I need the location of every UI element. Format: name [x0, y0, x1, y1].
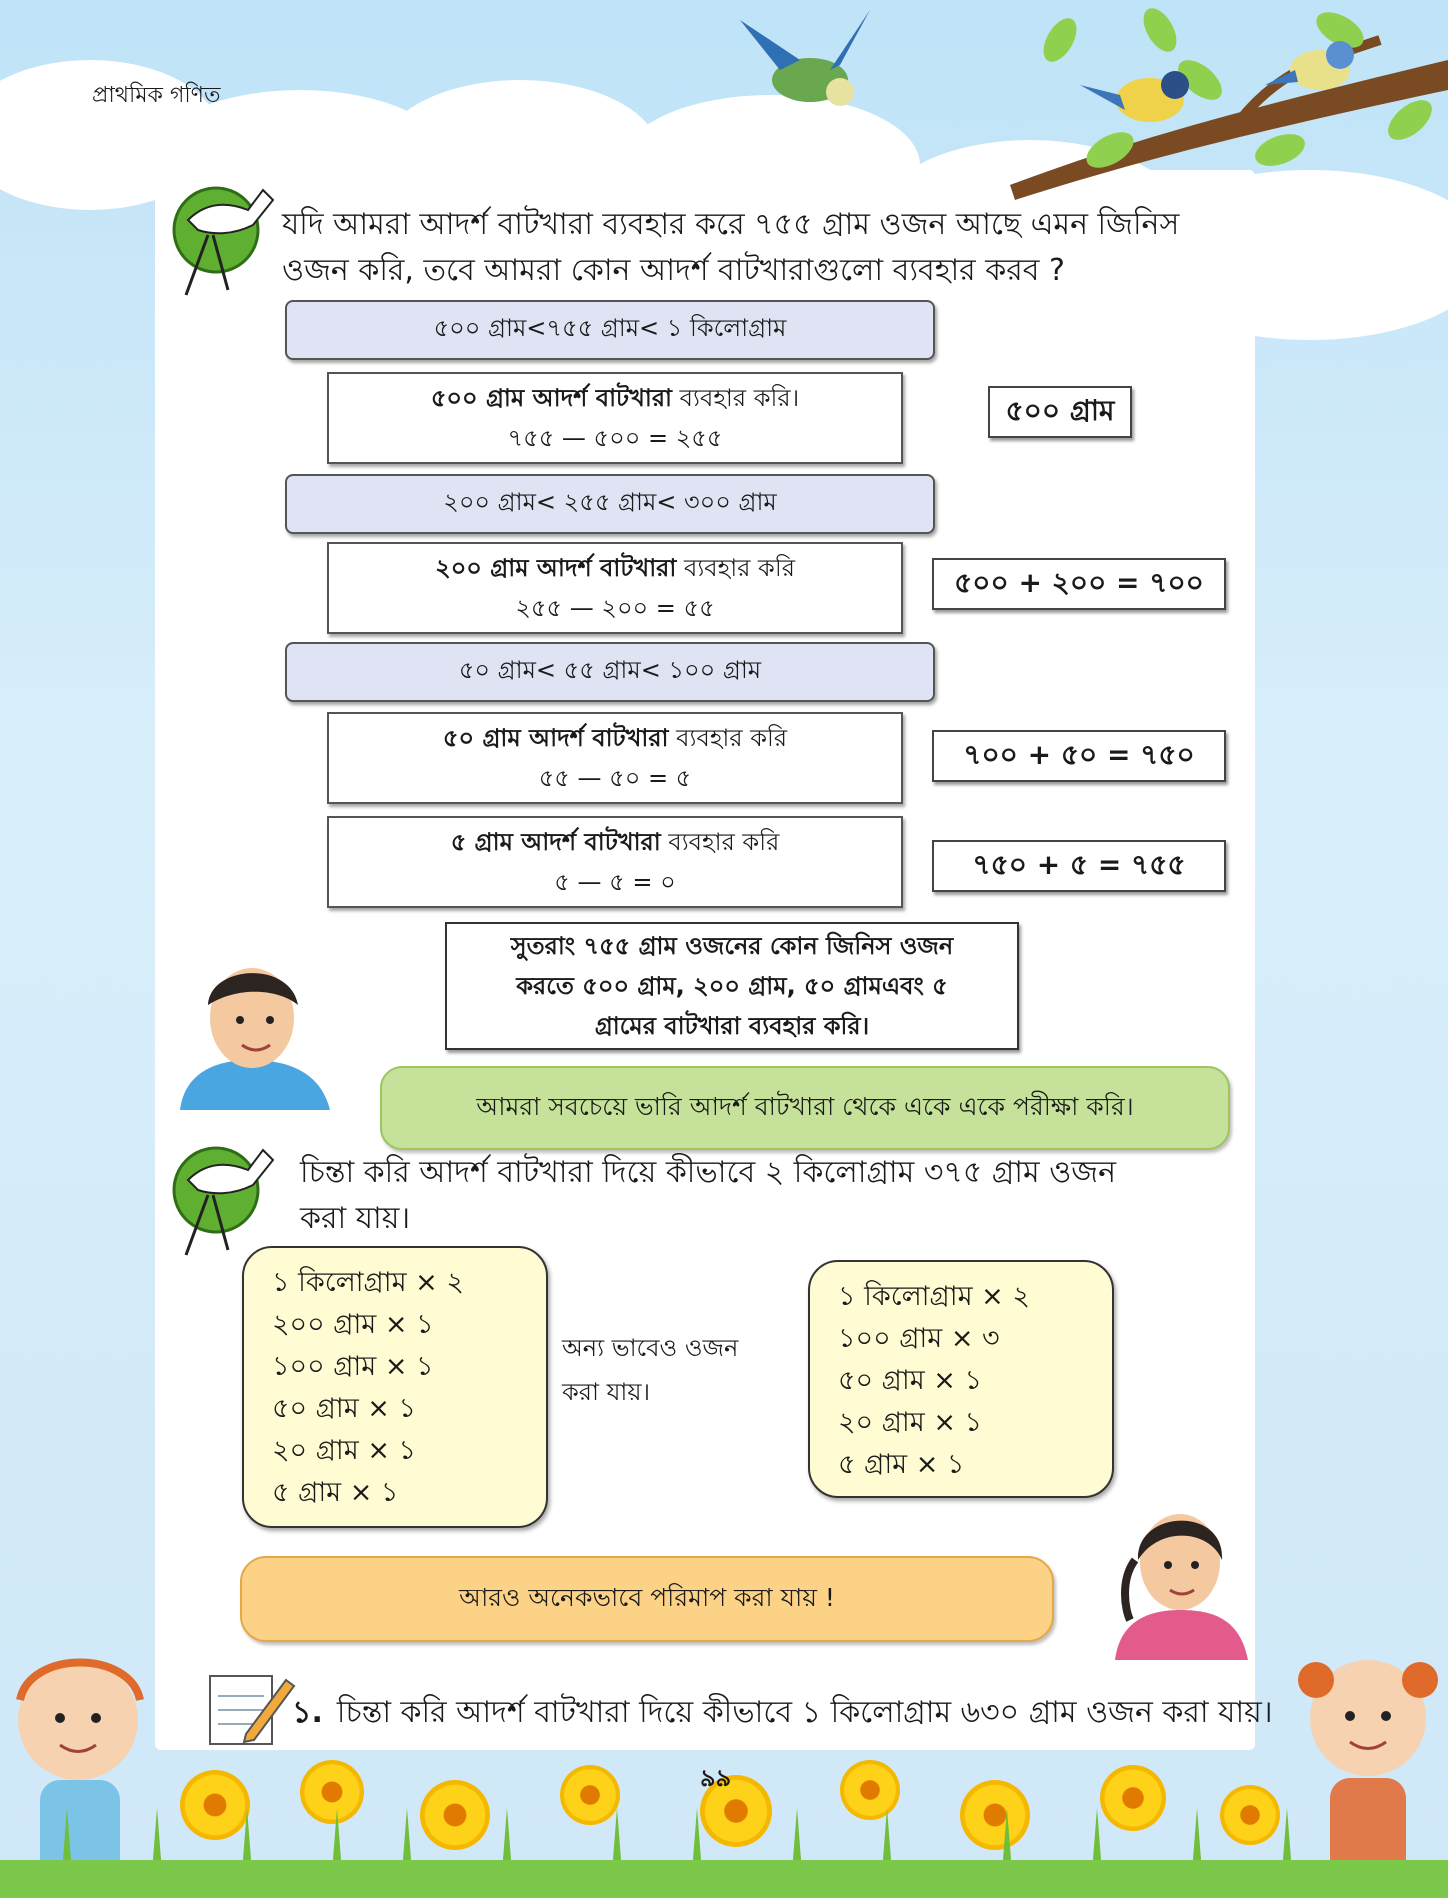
problem2-prompt — [300, 1150, 1260, 1242]
list-item: ১০০ গ্রাম × ৩ — [838, 1323, 1000, 1354]
step-3-rest: ব্যবহার করি — [668, 724, 788, 752]
page-header-title: প্রাথমিক গণিত — [92, 83, 221, 108]
step-1-rest: ব্যবহার করি। — [672, 384, 800, 412]
range-box-2: ২০০ গ্রাম< ২৫৫ গ্রাম< ৩০০ গ্রাম — [285, 474, 935, 534]
step-box-1 — [327, 372, 903, 464]
problem2-prompt-line1: চিন্তা করি আদর্শ বাটখারা দিয়ে কীভাবে ২ কিলোগ্রাম ৩৭৫ গ্রাম ওজন — [300, 1155, 1117, 1190]
boy-speech-bubble: আমরা সবচেয়ে ভারি আদর্শ বাটখারা থেকে একে একে পরীক্ষা করি। — [380, 1066, 1230, 1150]
result-box-2: ৫০০ + ২০০ = ৭০০ — [932, 558, 1226, 610]
list-item: ৫ গ্রাম × ১ — [272, 1477, 399, 1508]
step-4-instruction — [451, 822, 780, 862]
list-item: ৫০ গ্রাম × ১ — [838, 1365, 983, 1396]
step-2-instruction — [435, 548, 795, 588]
step-2-equation: ২৫৫ — ২০০ = ৫৫ — [515, 594, 715, 622]
problem1-prompt-line2: ওজন করি, তবে আমরা কোন আদর্শ বাটখারাগুলো ব্যবহার করব ? — [282, 253, 1065, 288]
boy-illustration — [170, 960, 340, 1110]
range-box-1: ৫০০ গ্রাম<৭৫৫ গ্রাম< ১ কিলোগ্রাম — [285, 300, 935, 360]
list-item: ২০ গ্রাম × ১ — [838, 1407, 983, 1438]
flower — [960, 1780, 1030, 1850]
exercise-text: চিন্তা করি আদর্শ বাটখারা দিয়ে কীভাবে ১ কিলোগ্রাম ৬৩০ গ্রাম ওজন করা যায়। — [336, 1695, 1273, 1730]
problem1-prompt-line1: যদি আমরা আদর্শ বাটখারা ব্যবহার করে ৭৫৫ গ্রাম ওজন আছে এমন জিনিস — [282, 207, 1180, 242]
alt-note-line2: করা যায়। — [562, 1378, 651, 1406]
alt-note-line1: অন্য ভাবেও ওজন — [562, 1334, 739, 1362]
think-icon — [168, 180, 278, 300]
think-icon — [168, 1140, 278, 1260]
result-box-3: ৭০০ + ৫০ = ৭৫০ — [932, 730, 1226, 782]
step-box-2 — [327, 542, 903, 634]
exercise-number: ১. — [292, 1695, 323, 1730]
conclusion-line1: সুতরাং ৭৫৫ গ্রাম ওজনের কোন জিনিস ওজন — [510, 932, 954, 960]
girl-speech-bubble: আরও অনেকভাবে পরিমাপ করা যায় ! — [240, 1556, 1054, 1642]
conclusion-box — [445, 922, 1019, 1050]
result-box-1: ৫০০ গ্রাম — [988, 386, 1132, 438]
problem1-prompt — [282, 202, 1262, 294]
step-4-bold: ৫ গ্রাম আদর্শ বাটখারা — [450, 828, 661, 856]
step-3-instruction — [443, 718, 787, 758]
step-1-equation: ৭৫৫ — ৫০০ = ২৫৫ — [507, 424, 723, 452]
step-3-bold: ৫০ গ্রাম আদর্শ বাটখারা — [442, 724, 669, 752]
weights-list-left — [242, 1246, 548, 1528]
page-number: ৯৯ — [700, 1764, 732, 1792]
problem2-prompt-line2: করা যায়। — [300, 1201, 411, 1236]
step-3-equation: ৫৫ — ৫০ = ৫ — [538, 764, 692, 792]
conclusion-line2: করতে ৫০০ গ্রাম, ২০০ গ্রাম, ৫০ গ্রামএবং ৫ — [516, 972, 948, 1000]
list-item: ৫ গ্রাম × ১ — [838, 1449, 965, 1480]
step-2-bold: ২০০ গ্রাম আদর্শ বাটখারা — [435, 554, 677, 582]
step-box-4 — [327, 816, 903, 908]
weights-list-right — [808, 1260, 1114, 1498]
birds-branch-illustration — [680, 0, 1448, 200]
flower — [420, 1780, 490, 1850]
step-4-rest: ব্যবহার করি — [660, 828, 780, 856]
notepad-pencil-icon — [206, 1668, 296, 1748]
step-2-rest: ব্যবহার করি — [676, 554, 795, 582]
list-item: ৫০ গ্রাম × ১ — [272, 1393, 417, 1424]
step-1-bold: ৫০০ গ্রাম আদর্শ বাটখারা — [430, 384, 673, 412]
step-1-instruction — [431, 378, 799, 418]
result-box-4: ৭৫০ + ৫ = ৭৫৫ — [932, 840, 1226, 892]
flower — [1220, 1785, 1280, 1845]
step-box-3 — [327, 712, 903, 804]
list-item: ১০০ গ্রাম × ১ — [272, 1351, 434, 1382]
list-item: ১ কিলোগ্রাম × ২ — [838, 1281, 1030, 1312]
girl-illustration — [1100, 1490, 1260, 1660]
step-4-equation: ৫ — ৫ = ০ — [554, 868, 676, 896]
conclusion-line3: গ্রামের বাটখারা ব্যবহার করি। — [594, 1012, 870, 1040]
alternative-note — [562, 1326, 738, 1414]
list-item: ১ কিলোগ্রাম × ২ — [272, 1267, 464, 1298]
exercise-1 — [292, 1688, 1273, 1739]
list-item: ২০ গ্রাম × ১ — [272, 1435, 417, 1466]
flower — [1100, 1765, 1166, 1831]
range-box-3: ৫০ গ্রাম< ৫৫ গ্রাম< ১০০ গ্রাম — [285, 642, 935, 702]
list-item: ২০০ গ্রাম × ১ — [272, 1309, 434, 1340]
